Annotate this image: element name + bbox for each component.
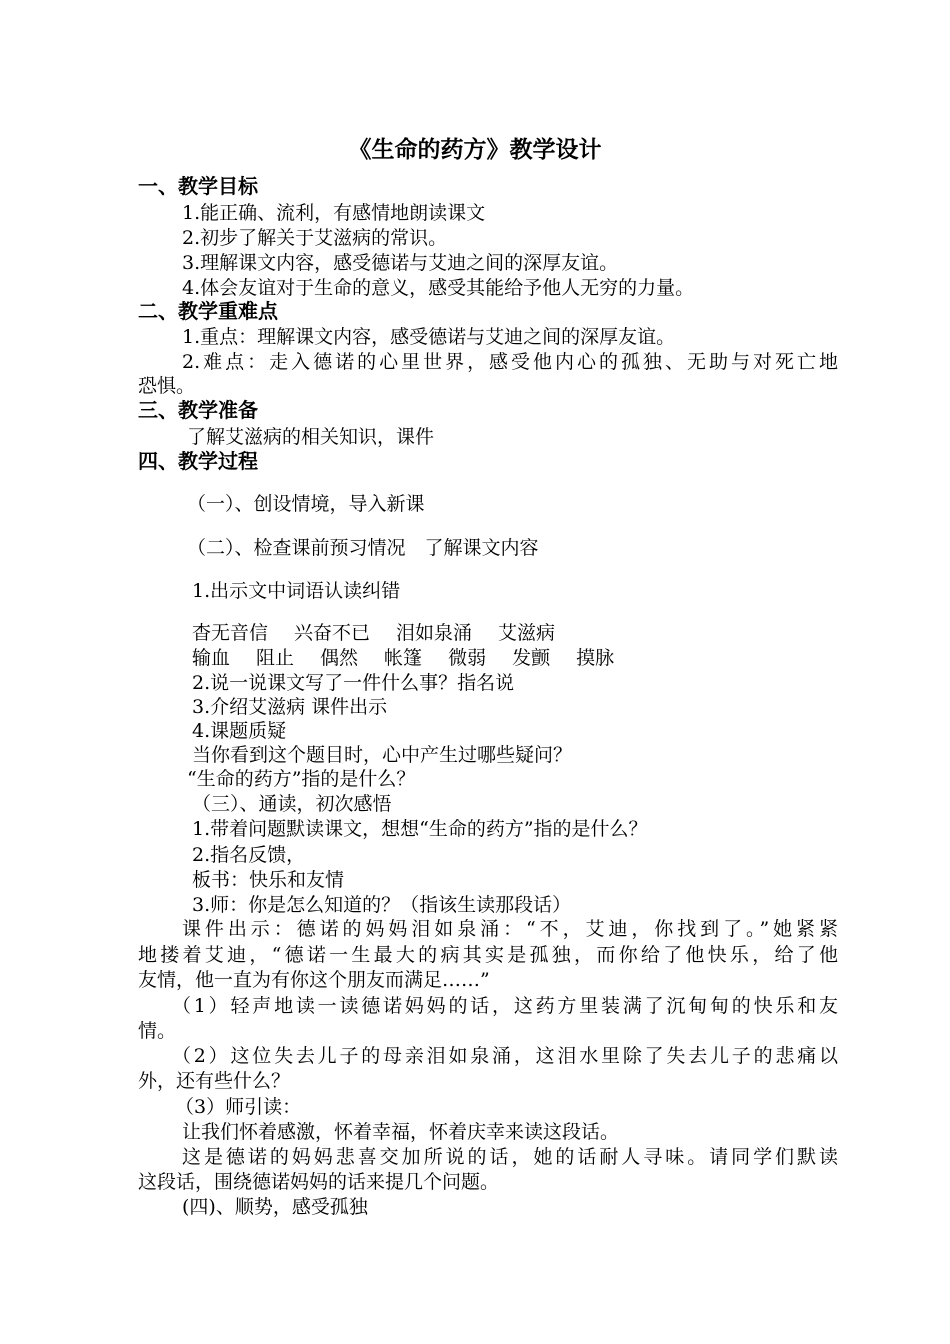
process-step-heading: （二）、检查课前预习情况 了解课文内容 xyxy=(187,537,539,559)
courseware-quote: 友情，他一直为有你这个朋友而满足……” xyxy=(138,969,490,991)
process-step-heading: (四)、顺势，感受孤独 xyxy=(182,1196,368,1218)
process-item: 3.师：你是怎么知道的？（指该生读那段话） xyxy=(192,894,572,916)
process-text: 这是德诺的妈妈悲喜交加所说的话，她的话耐人寻味。请同学们默读 xyxy=(182,1146,838,1168)
board-writing: 板书：快乐和友情 xyxy=(192,869,345,891)
difficult-point: 2.难点：走入德诺的心里世界，感受他内心的孤独、无助与对死亡地 xyxy=(182,351,838,373)
section-heading-process: 四、教学过程 xyxy=(138,449,258,473)
vocabulary-word: 兴奋不已 xyxy=(294,622,371,644)
difficult-point-continued: 恐惧。 xyxy=(138,375,196,397)
vocabulary-word: 偶然 xyxy=(320,647,359,669)
vocabulary-word: 阻止 xyxy=(256,647,295,669)
process-text: 让我们怀着感激，怀着幸福，怀着庆幸来读这段话。 xyxy=(182,1121,620,1143)
vocabulary-word: 摸脉 xyxy=(576,647,615,669)
process-item: 2.说一说课文写了一件什么事？指名说 xyxy=(192,672,515,694)
process-item: 4.课题质疑 xyxy=(192,720,287,742)
section-heading-keypoints: 二、教学重难点 xyxy=(138,299,278,323)
process-item: （1）轻声地读一读德诺妈妈的话，这药方里装满了沉甸甸的快乐和友 xyxy=(172,995,838,1017)
process-text-continued: 这段话，围绕德诺妈妈的话来提几个问题。 xyxy=(138,1171,500,1193)
vocabulary-row xyxy=(192,621,581,645)
process-item: 1.带着问题默读课文，想想“生命的药方”指的是什么？ xyxy=(192,818,648,840)
courseware-quote: 课件出示：德诺的妈妈泪如泉涌：“不，艾迪，你找到了。”她紧紧 xyxy=(182,918,838,940)
section-heading-preparation: 三、教学准备 xyxy=(138,398,258,422)
section-heading-goals: 一、教学目标 xyxy=(138,174,258,198)
process-step-heading: （一）、创设情境，导入新课 xyxy=(187,493,425,515)
process-item: 2.指名反馈， xyxy=(192,844,306,866)
key-point: 1.重点：理解课文内容，感受德诺与艾迪之间的深厚友谊。 xyxy=(182,326,676,348)
words-intro: 1.出示文中词语认读纠错 xyxy=(192,580,401,602)
vocabulary-word: 杳无音信 xyxy=(192,622,269,644)
preparation-text: 了解艾滋病的相关知识，课件 xyxy=(187,426,435,448)
process-item: （3）师引读： xyxy=(175,1096,302,1118)
vocabulary-word: 帐篷 xyxy=(384,647,423,669)
vocabulary-word: 艾滋病 xyxy=(498,622,556,644)
document-title: 《生命的药方》教学设计 xyxy=(348,137,602,163)
vocabulary-word: 发颤 xyxy=(512,647,551,669)
process-item-continued: 情。 xyxy=(138,1020,177,1042)
vocabulary-word: 泪如泉涌 xyxy=(396,622,473,644)
goal-item: 1.能正确、流利，有感情地朗读课文 xyxy=(182,202,486,224)
process-item: （2）这位失去儿子的母亲泪如泉涌，这泪水里除了失去儿子的悲痛以 xyxy=(172,1045,838,1067)
courseware-quote: 地搂着艾迪，“德诺一生最大的病其实是孤独，而你给了他快乐，给了他 xyxy=(138,944,838,966)
goal-item: 2.初步了解关于艾滋病的常识。 xyxy=(182,227,448,249)
process-step-heading: （三）、通读，初次感悟 xyxy=(192,793,392,815)
goal-item: 3.理解课文内容，感受德诺与艾迪之间的深厚友谊。 xyxy=(182,252,619,274)
process-text: “生命的药方”指的是什么？ xyxy=(187,768,416,790)
vocabulary-word: 微弱 xyxy=(448,647,487,669)
process-item: 3.介绍艾滋病 课件出示 xyxy=(192,696,388,718)
vocabulary-word: 输血 xyxy=(192,647,231,669)
process-text: 当你看到这个题目时，心中产生过哪些疑问？ xyxy=(192,744,573,766)
process-item-continued: 外，还有些什么？ xyxy=(138,1070,291,1092)
goal-item: 4.体会友谊对于生命的意义，感受其能给予他人无穷的力量。 xyxy=(182,277,695,299)
vocabulary-row xyxy=(192,646,640,670)
